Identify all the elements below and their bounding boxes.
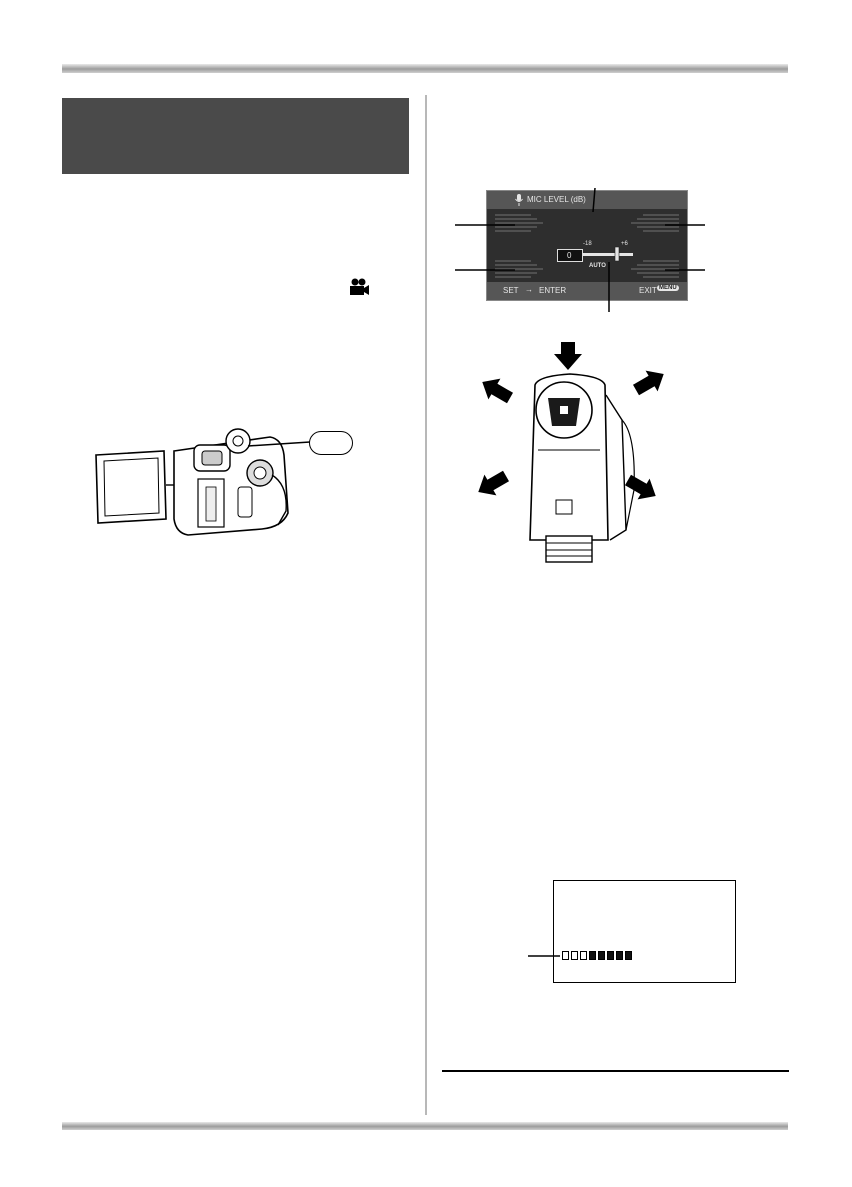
level-cell: [625, 951, 632, 960]
footnote-rule: [442, 1070, 789, 1072]
level-cell: [616, 951, 623, 960]
lcd-title: MIC LEVEL (dB): [527, 195, 586, 204]
section-heading-box: [62, 98, 409, 174]
camcorder-front-illustration: [480, 340, 665, 575]
lcd-scale-left: -18: [583, 241, 592, 247]
column-divider: [425, 95, 427, 1115]
lcd-callout-lines: [455, 180, 725, 320]
lcd-footer-set: SET: [503, 286, 519, 295]
mic-level-indicator-leader: [528, 950, 562, 962]
camcorder-side-illustration: [92, 415, 292, 540]
lcd-scale-right: +6: [621, 241, 628, 247]
lcd-mode-badge: AUTO: [589, 263, 606, 269]
level-cell: [562, 951, 569, 960]
lcd-value: 0: [567, 251, 572, 260]
menu-button-callout: [309, 431, 353, 455]
lcd-footer-enter: ENTER: [539, 286, 567, 295]
mic-level-display-box: [553, 880, 736, 983]
button-callout-line: [248, 436, 312, 450]
level-cell: [598, 951, 605, 960]
level-cell: [571, 951, 578, 960]
level-cell: [607, 951, 614, 960]
top-rule: [62, 64, 788, 73]
level-cell: [589, 951, 596, 960]
lcd-footer-exit: EXIT: [639, 286, 657, 295]
bottom-rule: [62, 1122, 788, 1130]
motion-picture-mode-icon: [348, 278, 370, 296]
menu-button-icon: MENU: [659, 285, 677, 291]
arrow-right-icon: →: [525, 285, 533, 294]
level-cell: [580, 951, 587, 960]
